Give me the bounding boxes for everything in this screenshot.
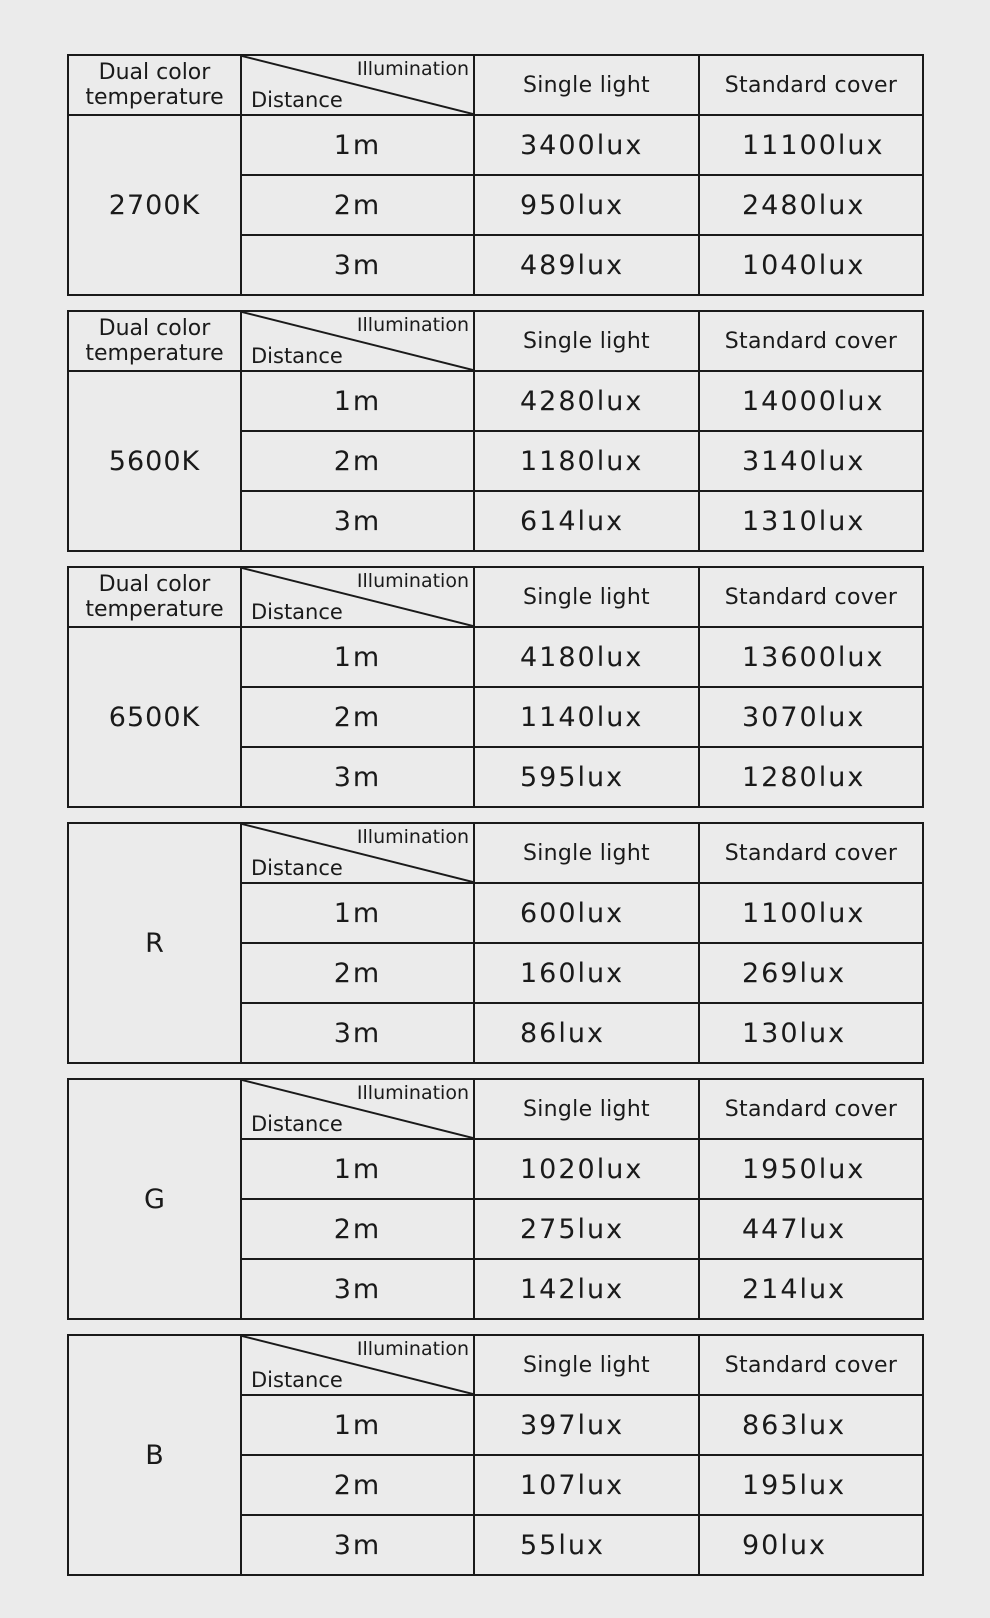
single-light-value: 4280lux [475,372,700,432]
single-light-value: 489lux [475,236,700,294]
color-channel-label: R [69,824,242,1062]
single-light-value: 86lux [475,1004,700,1062]
illumination-label: Illumination [356,1338,469,1360]
dual-color-temperature-header [69,56,242,116]
standard-cover-value: 863lux [700,1396,922,1456]
distance-label: Distance [251,1112,343,1136]
distance-cell: 1m [242,884,475,944]
distance-cell: 1m [242,116,475,176]
single-light-value: 595lux [475,748,700,806]
distance-cell: 2m [242,944,475,1004]
standard-cover-header: Standard cover [700,568,922,628]
lux-table [67,1334,924,1576]
single-light-value: 600lux [475,884,700,944]
distance-illumination-header [242,56,475,116]
standard-cover-header: Standard cover [700,56,922,116]
single-light-header: Single light [475,1080,700,1140]
single-light-value: 614lux [475,492,700,550]
standard-cover-value: 14000lux [700,372,922,432]
lux-table [67,566,924,808]
single-light-value: 142lux [475,1260,700,1318]
distance-label: Distance [251,856,343,880]
color-channel-label: G [69,1080,242,1318]
standard-cover-header: Standard cover [700,1080,922,1140]
standard-cover-value: 1280lux [742,761,866,793]
color-temperature-label: 6500K [69,628,242,806]
single-light-header: Single light [475,568,700,628]
single-light-value: 3400lux [475,116,700,176]
single-light-value: 107lux [475,1456,700,1516]
standard-cover-value: 1040lux [742,249,866,281]
illumination-label: Illumination [356,314,469,336]
standard-cover-value: 214lux [742,1273,847,1305]
standard-cover-value: 11100lux [700,116,922,176]
distance-label: Distance [251,88,343,112]
standard-cover-value: 90lux [742,1529,827,1561]
distance-cell: 2m [242,176,475,236]
distance-cell: 1m [242,628,475,688]
distance-label: Distance [251,1368,343,1392]
illumination-label: Illumination [356,826,469,848]
standard-cover-value: 1310lux [742,505,866,537]
standard-cover-value: 3140lux [700,432,922,492]
illumination-label: Illumination [356,1082,469,1104]
single-light-value: 1140lux [475,688,700,748]
distance-cell: 3m [242,492,475,550]
lux-table [67,310,924,552]
lux-table [67,1078,924,1320]
single-light-value: 55lux [475,1516,700,1574]
dual-color-temperature-header [69,312,242,372]
dual-color-label: Dual color [98,316,211,341]
dual-color-label: Dual color [98,60,211,85]
distance-cell: 3m [242,1260,475,1318]
single-light-value: 397lux [475,1396,700,1456]
distance-illumination-header [242,568,475,628]
temperature-label: temperature [85,85,224,110]
standard-cover-value: 130lux [742,1017,847,1049]
distance-label: Distance [251,344,343,368]
standard-cover-value: 1100lux [700,884,922,944]
distance-cell: 3m [242,748,475,806]
standard-cover-value: 195lux [700,1456,922,1516]
distance-cell: 2m [242,1456,475,1516]
illumination-label: Illumination [356,570,469,592]
single-light-value: 275lux [475,1200,700,1260]
distance-cell: 3m [242,1516,475,1574]
color-temperature-label: 2700K [69,116,242,294]
standard-cover-value: 3070lux [700,688,922,748]
distance-cell: 3m [242,236,475,294]
standard-cover-value: 1950lux [700,1140,922,1200]
temperature-label: temperature [85,597,224,622]
distance-cell: 1m [242,1396,475,1456]
single-light-header: Single light [475,1336,700,1396]
single-light-value: 4180lux [475,628,700,688]
standard-cover-header: Standard cover [700,824,922,884]
color-temperature-label: 5600K [69,372,242,550]
distance-cell: 2m [242,432,475,492]
distance-cell: 1m [242,1140,475,1200]
single-light-header: Single light [475,312,700,372]
single-light-value: 160lux [475,944,700,1004]
single-light-value: 1020lux [475,1140,700,1200]
distance-illumination-header [242,1336,475,1396]
dual-color-label: Dual color [98,572,211,597]
standard-cover-header: Standard cover [700,312,922,372]
distance-cell: 2m [242,688,475,748]
distance-illumination-header [242,824,475,884]
distance-label: Distance [251,600,343,624]
distance-illumination-header [242,312,475,372]
color-channel-label: B [69,1336,242,1574]
single-light-value: 1180lux [475,432,700,492]
lux-table [67,822,924,1064]
distance-illumination-header [242,1080,475,1140]
illumination-label: Illumination [356,58,469,80]
single-light-value: 950lux [475,176,700,236]
single-light-header: Single light [475,56,700,116]
dual-color-temperature-header [69,568,242,628]
lux-table [67,54,924,296]
standard-cover-value: 13600lux [700,628,922,688]
distance-cell: 3m [242,1004,475,1062]
standard-cover-header: Standard cover [700,1336,922,1396]
standard-cover-value: 447lux [700,1200,922,1260]
distance-cell: 2m [242,1200,475,1260]
single-light-header: Single light [475,824,700,884]
temperature-label: temperature [85,341,224,366]
distance-cell: 1m [242,372,475,432]
standard-cover-value: 269lux [700,944,922,1004]
standard-cover-value: 2480lux [700,176,922,236]
